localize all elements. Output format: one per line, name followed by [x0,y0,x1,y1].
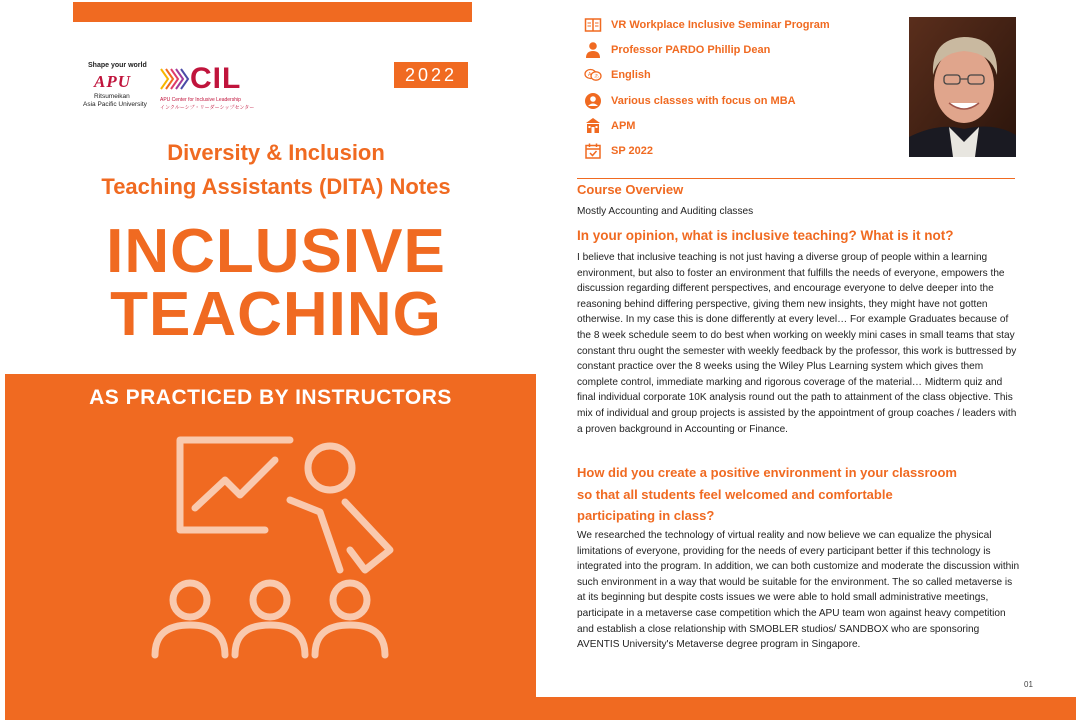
practiced-heading: AS PRACTICED BY INSTRUCTORS [89,386,452,409]
meta-row-classes [584,88,904,113]
building-icon [584,117,602,135]
main-title [40,217,512,349]
meta-row-instructor [584,37,904,62]
meta-row-language [584,63,904,88]
year-badge: 2022 [394,62,468,88]
title-line-1: INCLUSIVE [106,217,446,286]
speech-language-icon [584,66,602,84]
question-2-heading [577,462,957,527]
cil-line1: APU Center for Inclusive Leadership [160,97,241,103]
question-2-heading-line-3: participating in class? [577,508,715,523]
cil-chevrons-icon [160,66,190,92]
question-1-answer: I believe that inclusive teaching is not just having a diverse group of people within a learning environment, but also to foster an environment that fulfills the needs of everyone, empowers the discussion regarding different perspectives, and encourage everyone to delve deeper into the reasoning behind differing perspective, giving them new insights, they might have not gotten otherwise. In my case this is done differently at every level… For example Graduates because of the 8 week schedule seem to do best when working on weekly mini cases in small teams that stay constant thru ought the semester with weekly feedback by the professor, this work is buttressed by constant practice over the 8 weeks using the Wiley Plus Learning system which gives them complete control, immediate marking and rigorous coverage of the material… Midterm quiz and final individual corporate 10K analysis round out the path to attainment of the class objective. This mix of individual and group projects is assisted by the appointment of group coaches / leaders with a proven background in Accounting or Finance. [577,252,1017,435]
presentation-teacher-audience-icon [140,430,420,670]
meta-semester: SP 2022 [611,145,654,158]
bottom-accent-bar [536,697,1076,720]
meta-college: APM [611,119,636,132]
apu-mark: APU [94,72,131,91]
apu-line1: Ritsumeikan [94,93,130,100]
svg-text:あ: あ [594,74,600,81]
meta-row-college [584,113,904,138]
top-accent-bar [73,2,472,22]
title-line-2: TEACHING [110,280,442,349]
course-overview-text: Mostly Accounting and Auditing classes [577,206,754,217]
meta-instructor: Professor PARDO Phillip Dean [611,43,771,56]
subtitle-line-1: Diversity & Inclusion [167,140,385,165]
apu-logo [80,62,160,112]
subtitle-line-2: Teaching Assistants (DITA) Notes [101,174,451,199]
book-icon [584,16,602,34]
question-2-answer: We researched the technology of virtual reality and now believe we can equalize the physical limitations of everyone, providing for the needs of every participant better if this technology is integrated into the program. In addition, we can both customize and moderate the discussion within such environment in a way that would be suitable for the environment. The so called metaverse is at its beginning but despite costs issues we were able to hold small administrative meetings, participate in a metaverse case competition which the APU team won against heavy competition and establish a close relationship with SMOBLER studios/ SANDBOX who are sponsoring AVENTIS University's Metaverse degree program in Singapore. [577,530,1020,651]
cil-line2: インクルーシブ・リーダーシップセンター [160,105,255,111]
question-1-heading: In your opinion, what is inclusive teaching? What is it not? [577,228,954,243]
user-circle-icon [584,92,602,110]
meta-program: VR Workplace Inclusive Seminar Program [611,18,830,31]
meta-row-semester [584,138,904,163]
meta-language: English [611,69,651,82]
cil-mark: CIL [190,62,242,95]
header-divider [577,178,1015,179]
svg-text:A: A [588,72,592,79]
instructor-photo [909,17,1016,157]
page-number: 01 [1024,680,1033,689]
apu-tagline: Shape your world [88,62,147,69]
question-2-heading-line-1: How did you create a positive environment in your classroom [577,465,957,480]
meta-row-program [584,12,904,37]
course-overview-heading: Course Overview [577,182,684,197]
meta-classes: Various classes with focus on MBA [611,94,796,107]
question-2-heading-line-2: so that all students feel welcomed and comfortable [577,486,893,502]
meta-list [584,12,904,164]
calendar-icon [584,142,602,160]
dita-subtitle [40,136,512,204]
person-icon [584,41,602,59]
apu-line2: Asia Pacific University [83,101,147,108]
cil-logo [160,62,255,112]
